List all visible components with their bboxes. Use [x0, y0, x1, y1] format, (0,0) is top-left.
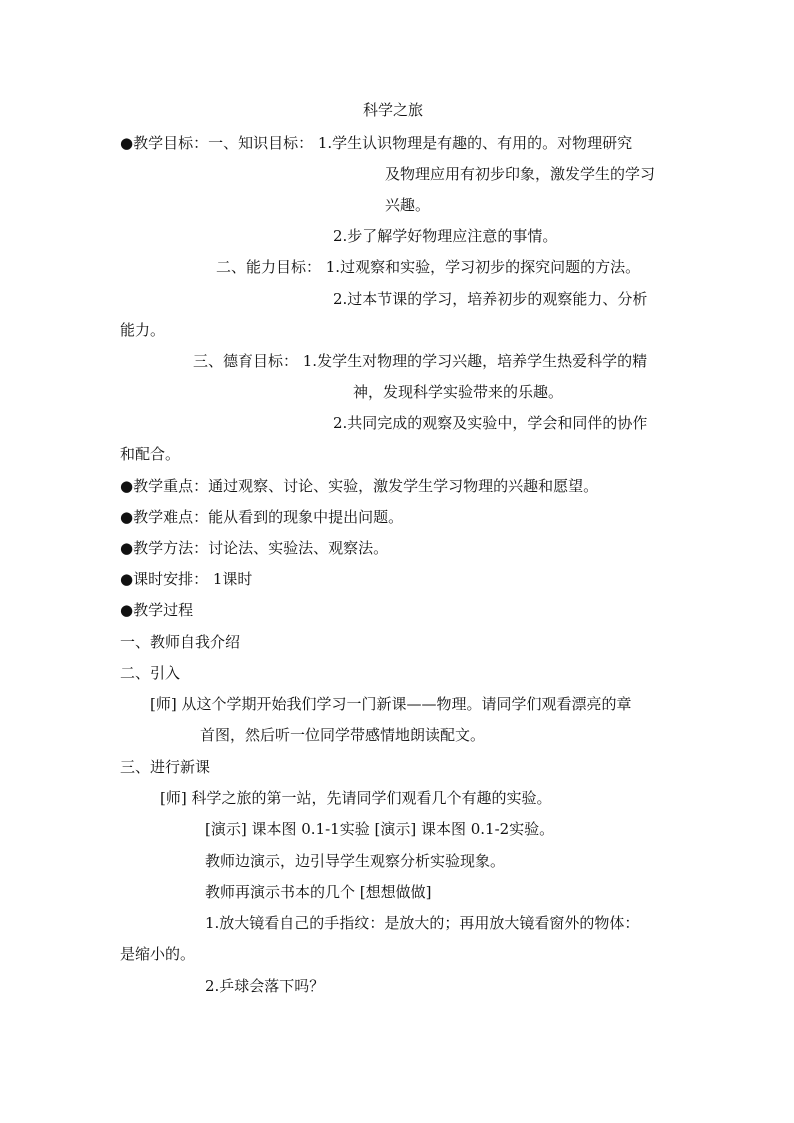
text-line: ●教学重点：通过观察、讨论、实验，激发学生学习物理的兴趣和愿望。: [120, 477, 599, 495]
text-line: 能力。: [120, 321, 166, 339]
text-line: 和配合。: [120, 445, 181, 463]
document-title: 科学之旅: [363, 101, 424, 119]
text-line: 首图，然后听一位同学带感情地朗读配文。: [200, 726, 486, 744]
text-line: ●教学过程: [120, 601, 194, 619]
text-line: 神，发现科学实验带来的乐趣。: [353, 383, 564, 401]
text-line: [师] 从这个学期开始我们学习一门新课——物理。请同学们观看漂亮的章: [150, 695, 632, 713]
text-line: 兴趣。: [385, 196, 431, 214]
text-line: ●教学方法：讨论法、实验法、观察法。: [120, 539, 389, 557]
text-line: ●课时安排： 1课时: [120, 570, 253, 588]
text-line: 2.步了解学好物理应注意的事情。: [333, 227, 558, 245]
text-line: 1.放大镜看自己的手指纹：是放大的；再用放大镜看窗外的物体：: [205, 914, 640, 932]
text-line: 一、教师自我介绍: [120, 633, 241, 651]
text-line: 二、能力目标： 1.过观察和实验，学习初步的探究问题的方法。: [216, 258, 641, 276]
text-line: 教师边演示，边引导学生观察分析实验现象。: [205, 852, 506, 870]
text-line: 2.共同完成的观察及实验中，学会和同伴的协作: [333, 414, 648, 432]
text-line: 2.过本节课的学习，培养初步的观察能力、分析: [333, 290, 648, 308]
text-line: 及物理应用有初步印象，激发学生的学习: [385, 165, 656, 183]
text-line: 三、德育目标： 1.发学生对物理的学习兴趣，培养学生热爱科学的精: [193, 352, 648, 370]
text-line: 三、进行新课: [120, 758, 211, 776]
text-line: [师] 科学之旅的第一站，先请同学们观看几个有趣的实验。: [160, 789, 552, 807]
text-line: 教师再演示书本的几个 [想想做做]: [205, 883, 432, 901]
text-line: 二、引入: [120, 664, 181, 682]
text-line: ●教学难点：能从看到的现象中提出问题。: [120, 508, 404, 526]
text-line: 是缩小的。: [120, 945, 196, 963]
text-line: 2.乒球会落下吗？: [205, 977, 325, 995]
text-line: [演示] 课本图 0.1-1实验 [演示] 课本图 0.1-2实验。: [205, 820, 555, 838]
text-line: ●教学目标：一、知识目标： 1.学生认识物理是有趣的、有用的。对物理研究: [120, 134, 633, 152]
